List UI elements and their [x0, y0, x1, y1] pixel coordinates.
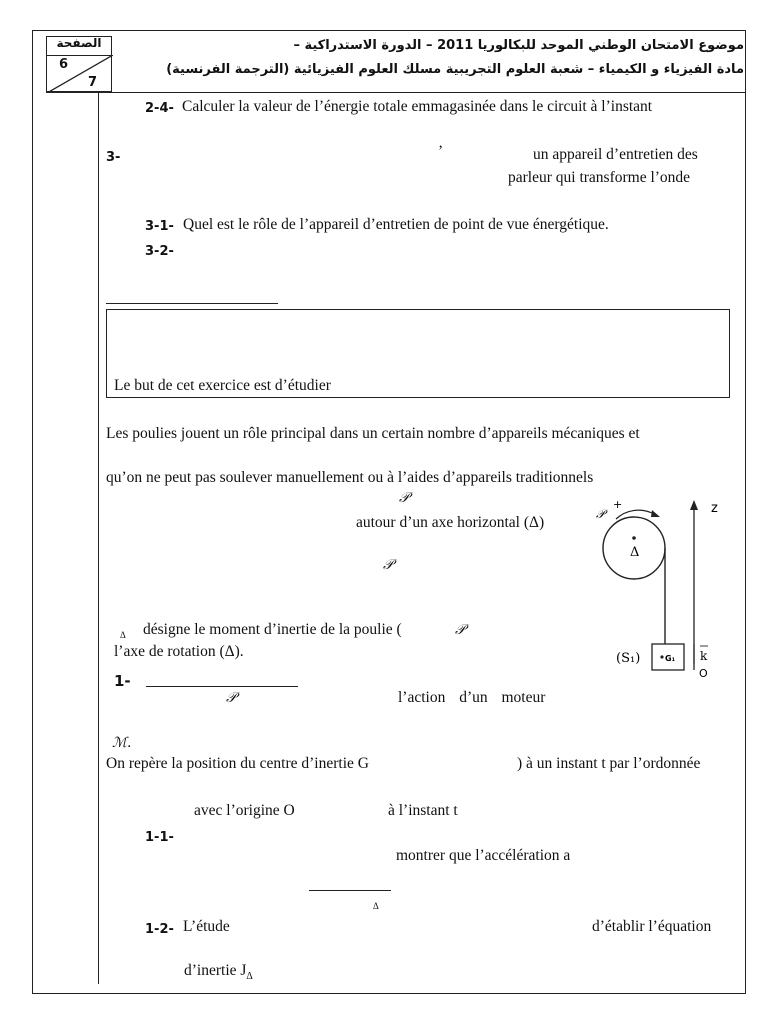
script-p-1: 𝒫	[399, 490, 410, 506]
question-3-text-b: parleur qui transforme l’onde	[508, 169, 691, 186]
header-subject: مادة الفيزياء و الكيمياء – شعبة العلوم التجريبية مسلك العلوم الفيزيائية (الترجمة الفرنسية)	[166, 62, 744, 77]
motor-text: l’action d’un moteur	[398, 689, 546, 706]
o-label: O	[699, 667, 708, 680]
question-1-2-text: L’étude	[183, 918, 230, 935]
g1-dot	[660, 655, 663, 658]
position-text-a: On repère la position du centre d’inertie G	[106, 755, 369, 772]
pulley-axis-dot	[632, 536, 636, 540]
inertia-text: désigne le moment d’inertie de la poulie (	[143, 621, 402, 638]
question-1-2-number: 1-2-	[145, 922, 174, 937]
pulley-delta-label: Δ	[630, 545, 640, 560]
page-number-box	[46, 36, 112, 92]
delta-subscript: Δ	[120, 630, 126, 640]
paragraph-line-1: Les poulies jouent un rôle principal dans un certain nombre d’appareils mécaniques et	[106, 425, 640, 442]
z-label: z	[711, 501, 718, 516]
question-2-4-text: Calculer la valeur de l’énergie totale emmagasinée dans le circuit à l’instant	[182, 98, 653, 115]
script-p-4: 𝒫	[226, 690, 237, 706]
question-3-2-number: 3-2-	[145, 244, 174, 259]
exercise-goal-text: Le but de cet exercice est d’étudier	[114, 377, 331, 394]
g1-label: G₁	[665, 654, 676, 663]
script-p-3: 𝒫	[455, 622, 466, 638]
inertia-j-text: d’inertie $J_\Delta$	[184, 962, 253, 983]
fig-script-p: 𝒫	[596, 507, 605, 521]
question-3-1-text: Quel est le rôle de l’appareil d’entretien de point de vue énergétique.	[183, 216, 609, 233]
paragraph-line-2: qu’on ne peut pas soulever manuellement ou à l’aides d’appareils traditionnels	[106, 469, 594, 486]
axis-rotation-text: l’axe de rotation (Δ).	[114, 643, 244, 660]
section-underline	[106, 303, 278, 304]
page-label: الصفحة	[56, 36, 102, 50]
acceleration-text: montrer que l’accélération a	[396, 847, 571, 864]
question-1-1-number: 1-1-	[145, 830, 174, 845]
page-box-diagonal	[47, 55, 113, 93]
instant-text: à l’instant t	[388, 802, 458, 819]
k-label: k	[700, 649, 708, 663]
question-3-comma: ’	[438, 143, 444, 160]
page-total: 7	[87, 75, 97, 90]
equation-text: d’établir l’équation	[592, 918, 712, 935]
question-3-number: 3-	[106, 150, 121, 165]
plus-sign: +	[613, 498, 623, 511]
question-3-text-a: un appareil d’entretien des	[533, 146, 698, 163]
pulley-figure	[590, 492, 740, 682]
question-3-1-number: 3-1-	[145, 219, 174, 234]
header-title: موضوع الامتحان الوطني الموحد للبكالوريا 2011 – الدورة الاستدراكية –	[293, 38, 744, 53]
part-1-number: 1-	[114, 672, 131, 690]
fraction-bar	[309, 890, 391, 891]
part-1-underline	[146, 686, 298, 687]
script-p-2: 𝒫	[383, 557, 394, 573]
question-2-4-number: 2-4-	[145, 101, 174, 116]
s1-label: (S₁)	[616, 651, 641, 666]
page-number: 6	[59, 57, 69, 72]
position-text-b: ) à un instant t par l’ordonnée	[517, 755, 701, 772]
margin-rule	[98, 92, 99, 984]
fraction-delta: Δ	[373, 901, 379, 911]
script-m: ℳ.	[112, 735, 132, 751]
z-axis-arrow	[690, 500, 698, 510]
axis-text: autour d’un axe horizontal (Δ)	[356, 514, 545, 531]
origin-text: avec l’origine O	[194, 802, 295, 819]
